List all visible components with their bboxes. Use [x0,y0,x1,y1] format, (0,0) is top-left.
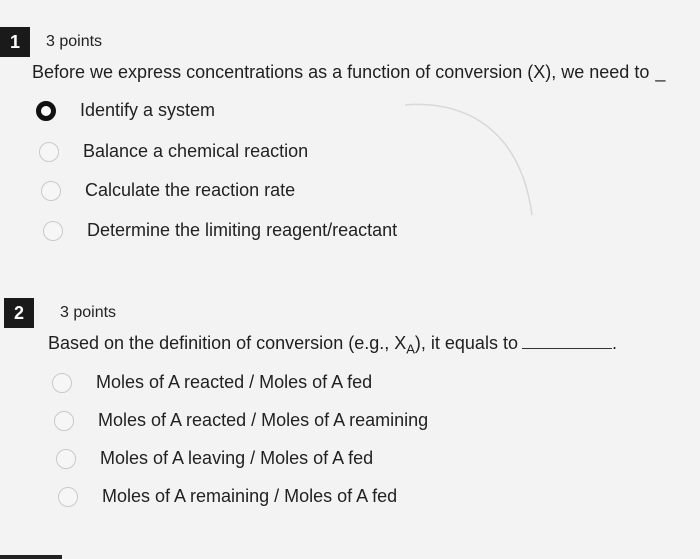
option-label: Calculate the reaction rate [85,180,296,200]
radio-button[interactable] [54,411,74,431]
question-1-points: 3 points [46,33,103,50]
q1-option-1[interactable] [36,100,215,121]
option-label: Moles of A remaining / Moles of A fed [102,486,398,506]
option-label: Moles of A leaving / Moles of A fed [100,448,374,468]
radio-button-selected[interactable] [36,101,56,121]
prompt-blank: _ [655,62,666,82]
q2-option-2[interactable] [54,410,428,431]
question-2-prompt: Based on the definition of conversion (e.g., $X_A$), it equals to . [48,333,617,357]
screen-glare [400,95,540,225]
radio-button[interactable] [39,142,59,162]
subscript: A [406,341,415,357]
question-2-points: 3 points [60,304,117,321]
radio-button[interactable] [43,221,63,241]
bottom-edge-bar [0,555,62,559]
q2-option-1[interactable] [52,372,372,393]
q1-option-3[interactable] [41,180,295,201]
radio-button[interactable] [56,449,76,469]
option-label: Balance a chemical reaction [83,141,309,161]
radio-button[interactable] [52,373,72,393]
answer-blank [522,347,612,349]
q2-option-4[interactable] [58,486,397,507]
question-2-number: 2 [4,298,34,328]
radio-button[interactable] [41,181,61,201]
q1-option-2[interactable] [39,141,308,162]
option-label: Moles of A reacted / Moles of A reamining [98,410,429,430]
q2-option-3[interactable] [56,448,373,469]
q1-option-4[interactable] [43,220,397,241]
question-1-prompt: Before we express concentrations as a function of conversion (X), we need to _ [32,62,666,82]
option-label: Identify a system [80,100,216,120]
option-label: Determine the limiting reagent/reactant [87,220,398,240]
option-label: Moles of A reacted / Moles of A fed [96,372,373,392]
radio-button[interactable] [58,487,78,507]
question-1-number: 1 [0,27,30,57]
